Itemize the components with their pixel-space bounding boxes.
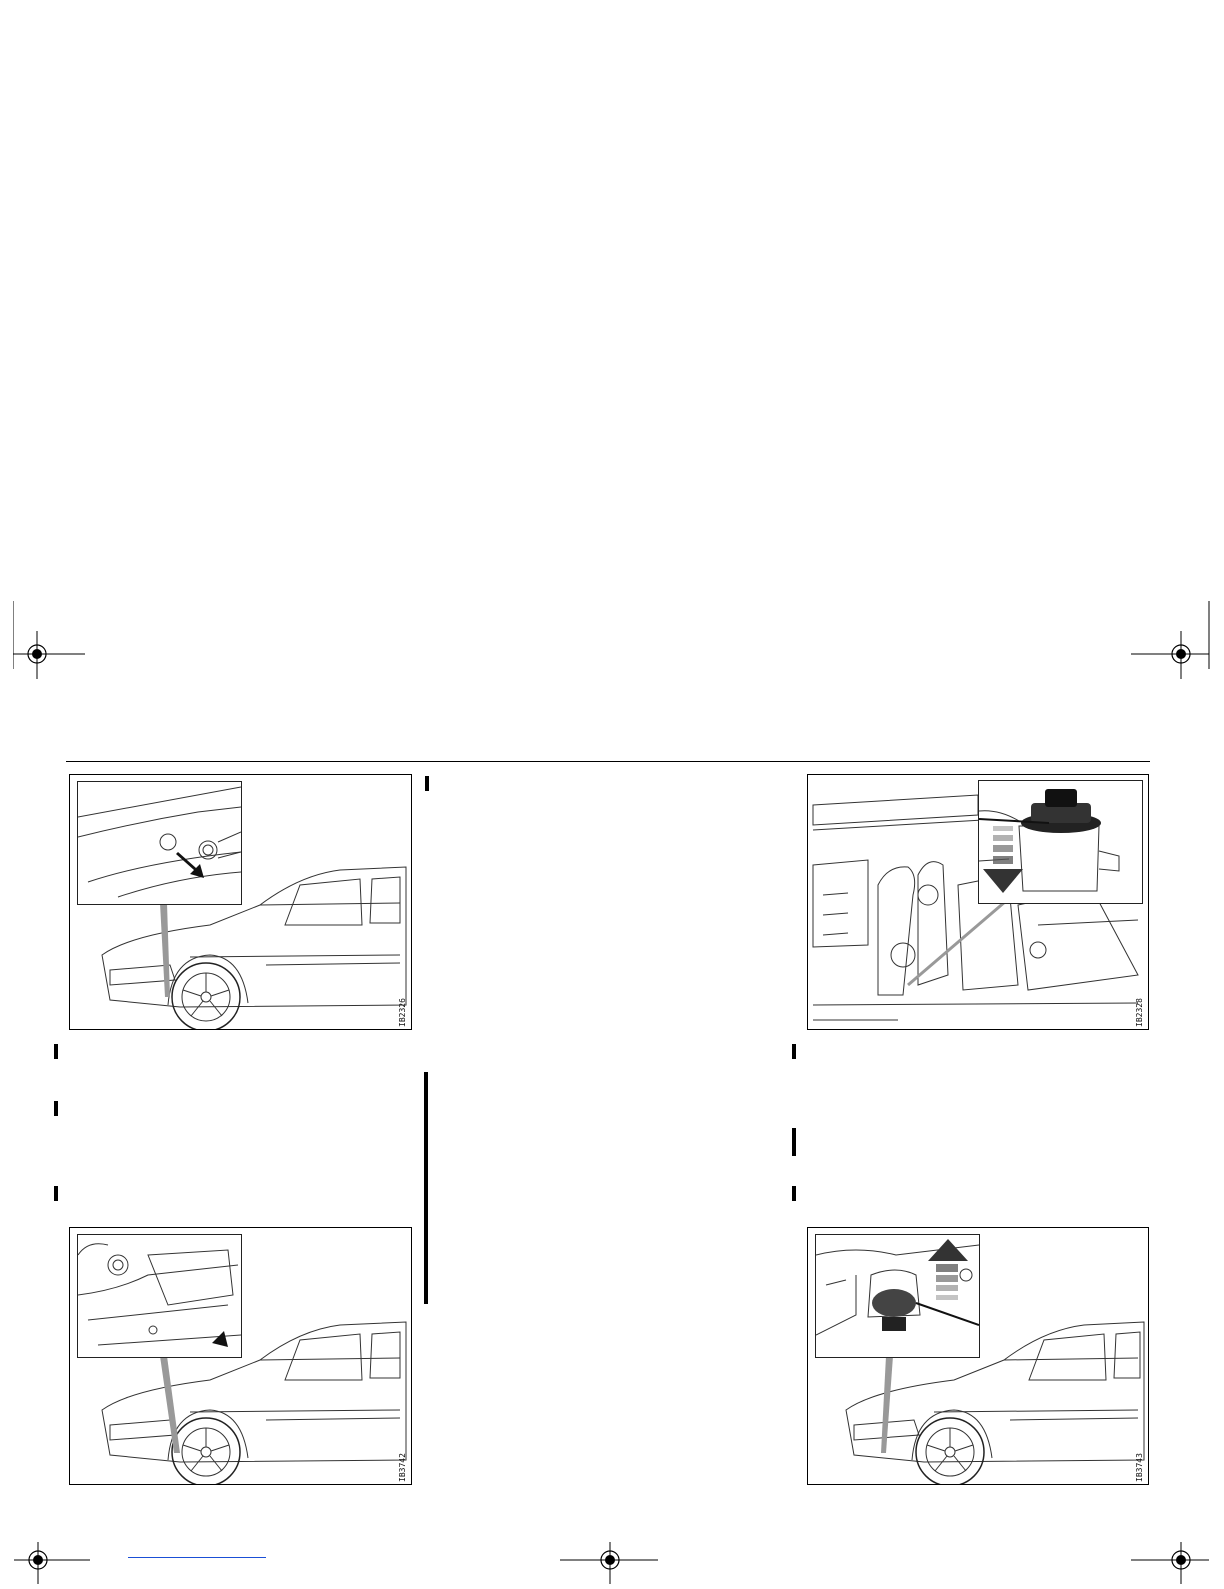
- change-bar: [54, 1101, 58, 1116]
- change-bar-long: [424, 1072, 428, 1304]
- figure-code: IB3742: [398, 1453, 407, 1482]
- figure-code: IB2328: [1135, 998, 1144, 1027]
- change-bar: [54, 1044, 58, 1059]
- figure-code: IB2326: [398, 998, 407, 1027]
- change-bar: [425, 776, 429, 791]
- change-bar: [792, 1128, 796, 1156]
- figure-inset-filter-cap: [978, 780, 1143, 904]
- crop-link-line: [128, 1557, 266, 1558]
- figure-inset-filter-removal: [815, 1234, 980, 1358]
- figure-car-undershield: [69, 1227, 412, 1485]
- registration-mark-bottom-right: [1131, 1536, 1211, 1584]
- registration-mark-right: [1131, 601, 1211, 711]
- figure-car-drain-plug: [69, 774, 412, 1030]
- figure-inset-shield: [77, 1234, 242, 1358]
- registration-mark-left: [13, 601, 87, 711]
- registration-mark-bottom-center: [560, 1536, 660, 1584]
- figure-engine-bay: [807, 774, 1149, 1030]
- change-bar: [792, 1186, 796, 1201]
- change-bar: [792, 1044, 796, 1059]
- figure-car-oil-filter: [807, 1227, 1149, 1485]
- registration-mark-bottom-left: [14, 1536, 94, 1584]
- change-bar: [54, 1186, 58, 1201]
- figure-inset-underside: [77, 781, 242, 905]
- header-rule: [66, 761, 1150, 762]
- figure-code: IB3743: [1135, 1453, 1144, 1482]
